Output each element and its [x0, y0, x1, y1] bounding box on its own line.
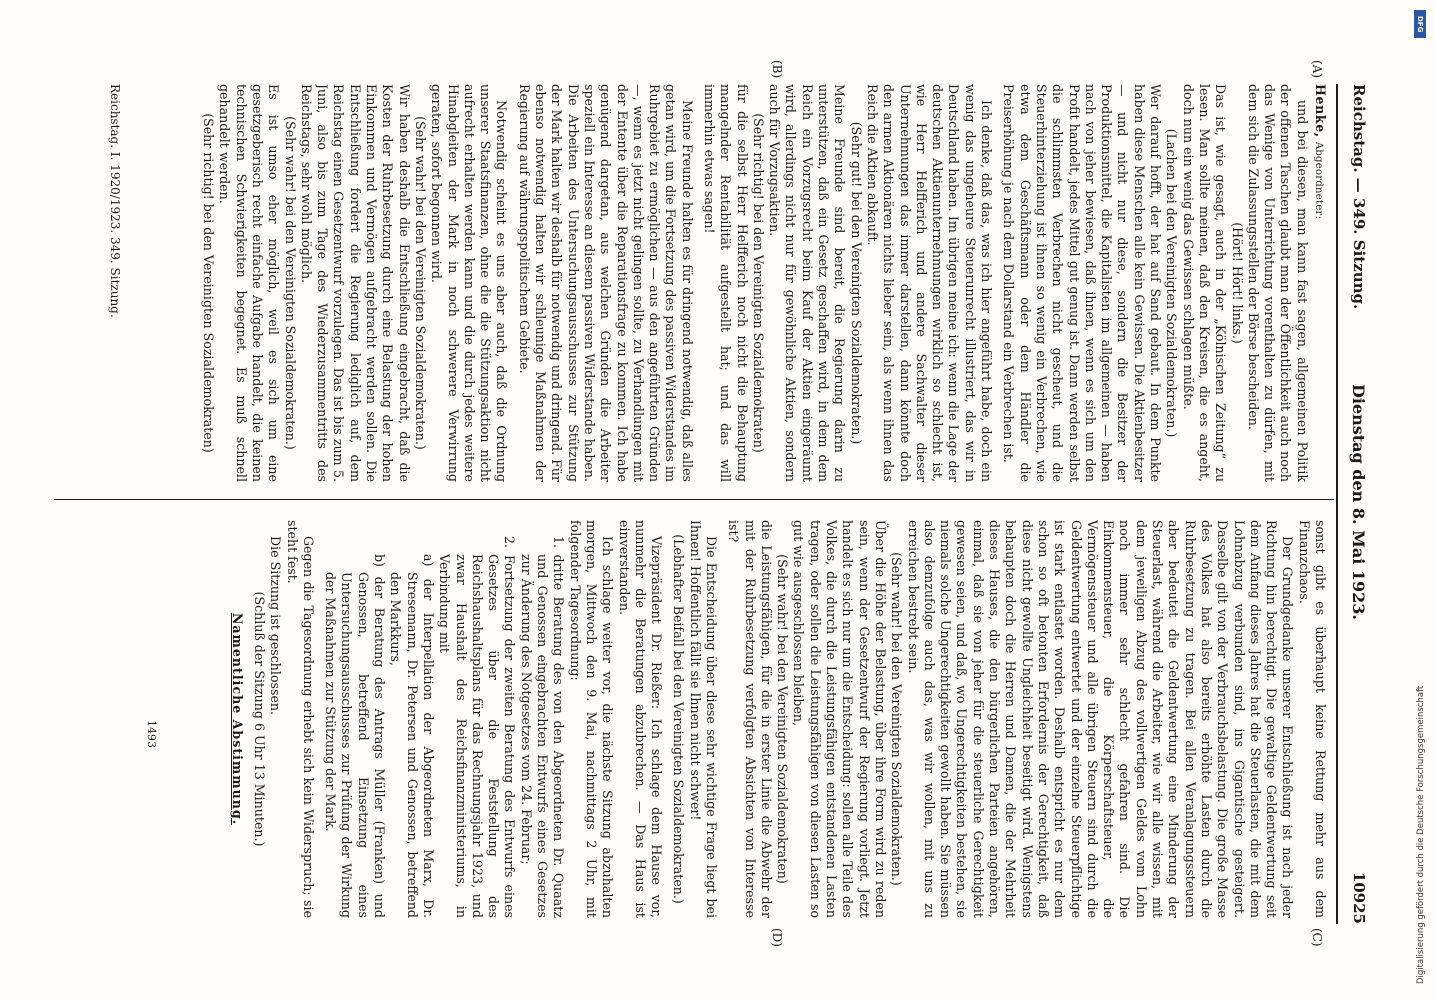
margin-marker-b: (B)	[770, 60, 784, 79]
speaker-role: Abgeordneter:	[1313, 141, 1324, 220]
paragraph-text: (Sehr wahr! bei den Vereinigten Sozialdemokraten.)	[412, 116, 428, 450]
column-divider	[54, 499, 1334, 500]
paragraph-text: Die Entscheidung über diese sehr wichtige Frage liegt bei Ihnen! Hoffentlich fällt sie Ihnen nicht schwer!	[687, 520, 720, 918]
paragraph-text: Der Grundgedanke unserer Entschließung ist nach jeder Richtung hin berechtigt. Die gewaltige Geldentwertung seit dem Anfang dieses Jahres hat die Steuerlasten, die mit dem Lohnabzug verbunden sind, ins Gigantische gesteigert. Dasselbe gilt von der Verbrauchsbelastung. Die große Masse des Volkes hat also bereits erhöhte Lasten durch die Ruhrbesetzung zu tragen. Bei allen Veranlagungssteuern aber bedeutet die Geldentwertung eine Minderung der Steuerlast, während die Arbeiter, wie wir alle wissen, mit dem jeweiligen Abzug des vollwertigen Geldes vom Lohn noch immer sehr schlecht gefahren sind. Die Einkommensteuer, die Körperschaftsteuer, die Vermögenssteuer und alle übrigen Steuern sind durch die Geldentwertung entwertet und der einzelne Steuerpflichtige ist stark entlastet worden. Deshalb entspricht es nur dem schon so oft betonten Erfordernis der Gerechtigkeit, daß diese nicht gewollte Ungleichheit beseitigt wird. Wenigstens behaupten doch die Herren und Damen, die der Mehrheit dieses Hauses, die den bürgerlichen Parteien angehören, einmal, daß sie von jeher für die steuerliche Gerechtigkeit gewesen seien, und daß, wo Ungerechtigkeiten bestehen, sie niemals solche Ungerechtigkeiten gewollt haben. Sie müssen also demzufolge auch das, was wir wollen, mit uns zu erreichen bestrebt sein.	[905, 520, 1296, 918]
paragraph-text: (Lebhafter Beifall bei den Vereinigten Sozialdemokraten.)	[671, 534, 687, 904]
paragraph-text: Vizepräsident Dr. Rießer: Ich schlage dem Hause vor, nunmehr die Beratungen abzubrechen. — Das Haus ist einverstanden.	[616, 520, 665, 918]
paragraph-text: Das ist, wie gesagt, auch in der „Kölnischen Zeitung“ zu lesen. Man sollte meinen, daß den Kreisen, die es angeht, doch nun ein wenig das Gewissen schlagen müßte.	[1180, 84, 1229, 482]
paragraph-text: und bei diesen, man kann fast sagen, allgemeinen Politik der offenen Taschen glaubt man der Öffentlichkeit auch noch das Wenige von Unterrichtung vorenthalten zu dürfen, mit dem sich die Zulassungsstellen der Börse bescheiden.	[1245, 84, 1310, 482]
margin-marker-d: (D)	[770, 928, 784, 947]
paragraph-text: 1. dritte Beratung des von den Abgeordneten Dr. Quaatz und Genossen eingebrachten Entwurfs eines Gesetzes zur Änderung des Notgesetzes vom 24. Februar;	[518, 536, 567, 918]
paragraph-text: (Sehr gut! bei den Vereinigten Sozialdemokraten.)	[848, 121, 864, 445]
paragraph-text: Meine Freunde sind bereit, die Regierung darin zu unterstützen, daß ein Gesetz geschaffen wird, in dem dem Reich ein Vorzugsrecht beim Kauf der Aktien eingeräumt wird, allerdings nicht nur für gewöhnliche Aktien, sondern auch für Vorzugsaktien.	[767, 84, 848, 482]
paragraph	[251, 520, 267, 918]
paragraph-text: die Leistungsfähigen, für die in erster Linie die Abwehr der mit der Ruhrbesetzung verfolgten Absichten von Interesse ist?	[726, 520, 774, 918]
paragraph-text: (Sehr richtig! bei den Vereinigten Sozialdemokraten)	[750, 113, 766, 453]
paragraph	[615, 520, 664, 918]
paragraph-text: (Schluß der Sitzung 6 Uhr 13 Minuten.)	[252, 591, 267, 847]
paragraph-text: (Hört! Hört! links.)	[1229, 222, 1245, 344]
paragraph	[701, 84, 750, 482]
paragraph-text: Es ist umso eher möglich, weil es sich um eine gesetzgeberisch recht einfache Aufgabe handelt, die keinen technischen Schwierigkeiten begegnet. Es muß schnell gehandelt werden.	[217, 84, 282, 482]
paragraph	[725, 520, 774, 918]
paragraph-text: Ich schlage weiter vor, die nächste Sitzung abzuhalten morgen, Mittwoch den 9. Mai, nachmittags 2 Uhr, mit folgender Tagesordnung:	[567, 520, 616, 918]
left-column	[128, 84, 1328, 482]
paragraph-text: 2. Fortsetzung der zweiten Beratung des Entwurfs eines Gesetzes über die Feststellung des Reichshaushaltsplans für das Rechnungsjahr 1923, und zwar Haushalt des Reichsfinanzministeriums, in Verbindung mit	[437, 536, 518, 918]
paragraph-text: Über die Höhe der Belastung, über ihre Form wird zu reden sein, wenn der Gesetzentwurf der Regierung vorliegt. Jetzt handelt es sich nur um die Entscheidung: sollen alle Teile des Volkes, die durch die Leistungsfähigen entstandenen Lasten tragen, oder sollen die Leistungsfähigen von diesen Lasten so gut wie ausgeschlossen bleiben,	[791, 520, 888, 918]
paragraph	[387, 520, 436, 918]
paragraph	[888, 520, 904, 918]
margin-marker-a: (A)	[1310, 60, 1324, 79]
paragraph	[864, 84, 994, 482]
paragraph-text: sonst gibt es überhaupt keine Rettung mehr aus dem Finanzchaos.	[1296, 520, 1328, 918]
header-date: Dienstag den 8. Mai 1923.	[1349, 384, 1368, 620]
paragraph	[1000, 84, 1163, 482]
paragraph	[412, 84, 428, 482]
paragraph	[847, 84, 863, 482]
print-mark: 1493	[145, 720, 158, 748]
paragraph	[1179, 84, 1228, 482]
dfg-logo: DFG	[1414, 10, 1426, 38]
paragraph	[517, 520, 566, 918]
paragraph	[774, 520, 790, 918]
paragraph-text: Meine Freunde halten es für dringend notwendig, daß alles getan wird, um die Fortsetzung des passiven Widerstandes im Ruhrgebiet zu ermöglichen — aus den angeführten Gründen —, wenn es jetzt nicht gelingen sollte, zu Verhandlungen mit der Entente über die Reparationsfrage zu kommen. Ich habe genügend dargetan, aus welchen Gründen die Arbeiter speziell ein Interesse an diesem passiven Widerstande haben. Die Arbeiten des Untersuchungsausschusses zur Stützung der Mark halten wir deshalb für notwendig und dringend. Für ebenso notwendig halten wir schleunige Maßnahmen der Regierung auf währungspolitischem Gebiete.	[516, 84, 695, 482]
paragraph-text: Gegen die Tagesordnung erhebt sich kein Widerspruch; sie steht fest.	[284, 520, 316, 918]
paragraph-text: a) der Interpellation der Abgeordneten Marx, Dr. Stresemann, Dr. Petersen und Genossen, betreffend den Markkurs,	[388, 554, 436, 918]
paragraph-text: (Sehr richtig! bei den Vereinigten Sozialdemokraten)	[201, 113, 217, 453]
paragraph	[298, 84, 412, 482]
paragraph	[436, 520, 517, 918]
paragraph	[904, 520, 1295, 918]
paragraph	[515, 84, 694, 482]
paragraph-text: (Sehr wahr! bei den Vereinigten Sozialdemokraten.)	[889, 552, 905, 886]
paragraph	[216, 84, 281, 482]
paragraph	[750, 84, 766, 482]
running-header	[1342, 84, 1368, 924]
page-footer: Reichstag. I. 1920/1923. 349. Sitzung.	[108, 84, 122, 318]
paragraph-text: (Sehr wahr! bei den Vereinigten Sozialdemokraten)	[775, 554, 791, 884]
paragraph	[1310, 84, 1328, 482]
page-number: 10925	[1350, 871, 1368, 924]
paragraph	[200, 84, 216, 482]
header-rule	[1336, 84, 1338, 924]
paragraph-text: (Sehr wahr! bei den Vereinigten Sozialdemokraten.)	[282, 116, 298, 450]
paragraph-text: Die Sitzung ist geschlossen.	[268, 536, 284, 716]
paragraph-text: Ich denke, daß das, was ich hier angeführt habe, doch ein wenig das ungeheure Steuerunrecht illustriert, das wir in Deutschland haben. Im übrigen meine ich: wenn die Lage der deutschen Aktienunternehmungen wirklich so schlecht ist, wie Herr Helfferich und andere Sachwalter dieser Unternehmungen das immer darstellen, dann könnte doch den armen Aktionären nichts lieber sein, als wenn ihnen das Reich die Aktien abkauft.	[864, 84, 995, 482]
paragraph-text: Wir haben deshalb die Entschließung eingebracht, daß die Kosten der Ruhrbesetzung durch eine Belastung der hohen Einkommen und Vermögen aufgebracht werden sollen. Die Entschließung fordert die Regierung lediglich auf, dem Reichstag einen Gesetzentwurf vorzulegen. Das ist bis zum 5. Juni, also bis zum Tage des Wiederzusammentritts des Reichstags, sehr wohl möglich.	[298, 84, 412, 482]
paragraph	[790, 520, 888, 918]
paragraph	[322, 520, 387, 918]
paragraph-text: b) der Beratung des Antrags Müller (Franken) und Genossen, betreffend Einsetzung eines Untersuchungsausschusses zur Prüfung der Wirkung der Maßnahmen zur Stützung der Mark.	[323, 554, 388, 918]
paragraph	[1295, 520, 1328, 918]
paragraph	[1245, 84, 1310, 482]
paragraph-text: Notwendig scheint es uns aber auch, daß die Ordnung unserer Staatsfinanzen, ohne die die Stützungsaktion nicht aufrecht erhalten werden kann und die durch jedes weitere Hinabgleiten der Mark in noch schwerere Verwirrung geraten, sofort begonnen wird.	[429, 84, 510, 482]
speaker-name: Henke,	[1313, 84, 1328, 138]
paragraph	[670, 520, 686, 918]
paragraph	[428, 84, 509, 482]
right-column	[128, 520, 1328, 918]
paragraph-text: für die selbst Herr Helfferich noch nicht die Behauptung mangelnder Rentabilität aufgestellt hat; und das will immerhin etwas sagen!	[702, 84, 750, 482]
paragraph	[267, 520, 283, 918]
margin-marker-c: (C)	[1310, 928, 1324, 947]
paragraph	[1228, 84, 1244, 482]
paragraph	[566, 520, 615, 918]
paragraph-text: (Lachen bei den Vereinigten Sozialdemokraten.)	[1164, 128, 1180, 438]
header-left: Reichstag. — 349. Sitzung.	[1350, 84, 1368, 310]
paragraph	[766, 84, 847, 482]
digitization-credit	[1414, 4, 1430, 994]
paragraph	[1163, 84, 1179, 482]
credit-text: Digitalisierung gefördert durch die Deutsche Forschungsgemeinschaft	[1416, 685, 1426, 984]
paragraph	[283, 520, 316, 918]
paragraph-text: Wer darauf hofft, der hat auf Sand gebaut. In dem Punkte haben diese Menschen alle kein Gewissen. Die Aktienbesitzer — und nicht nur diese, sondern die Besitzer der Produktionsmittel, die Kapitalisten im allgemeinen — haben nach von jeher bewiesen, daß ihnen, wenn es sich um den Profit handelt, jedes Mittel gut genug ist. Dann werden selbst die schlimmsten Verbrechen nicht gescheut, und die Steuerhinterziehung ist ihnen so wenig ein Verbrechen, wie etwa dem Geschäftsmann oder dem Händler die Preiserhöhung je nach dem Dollarstand ein Verbrechen ist.	[1001, 84, 1164, 482]
paragraph	[281, 84, 297, 482]
closing-headline: Namentliche Abstimmung.	[229, 612, 245, 826]
paragraph	[686, 520, 719, 918]
